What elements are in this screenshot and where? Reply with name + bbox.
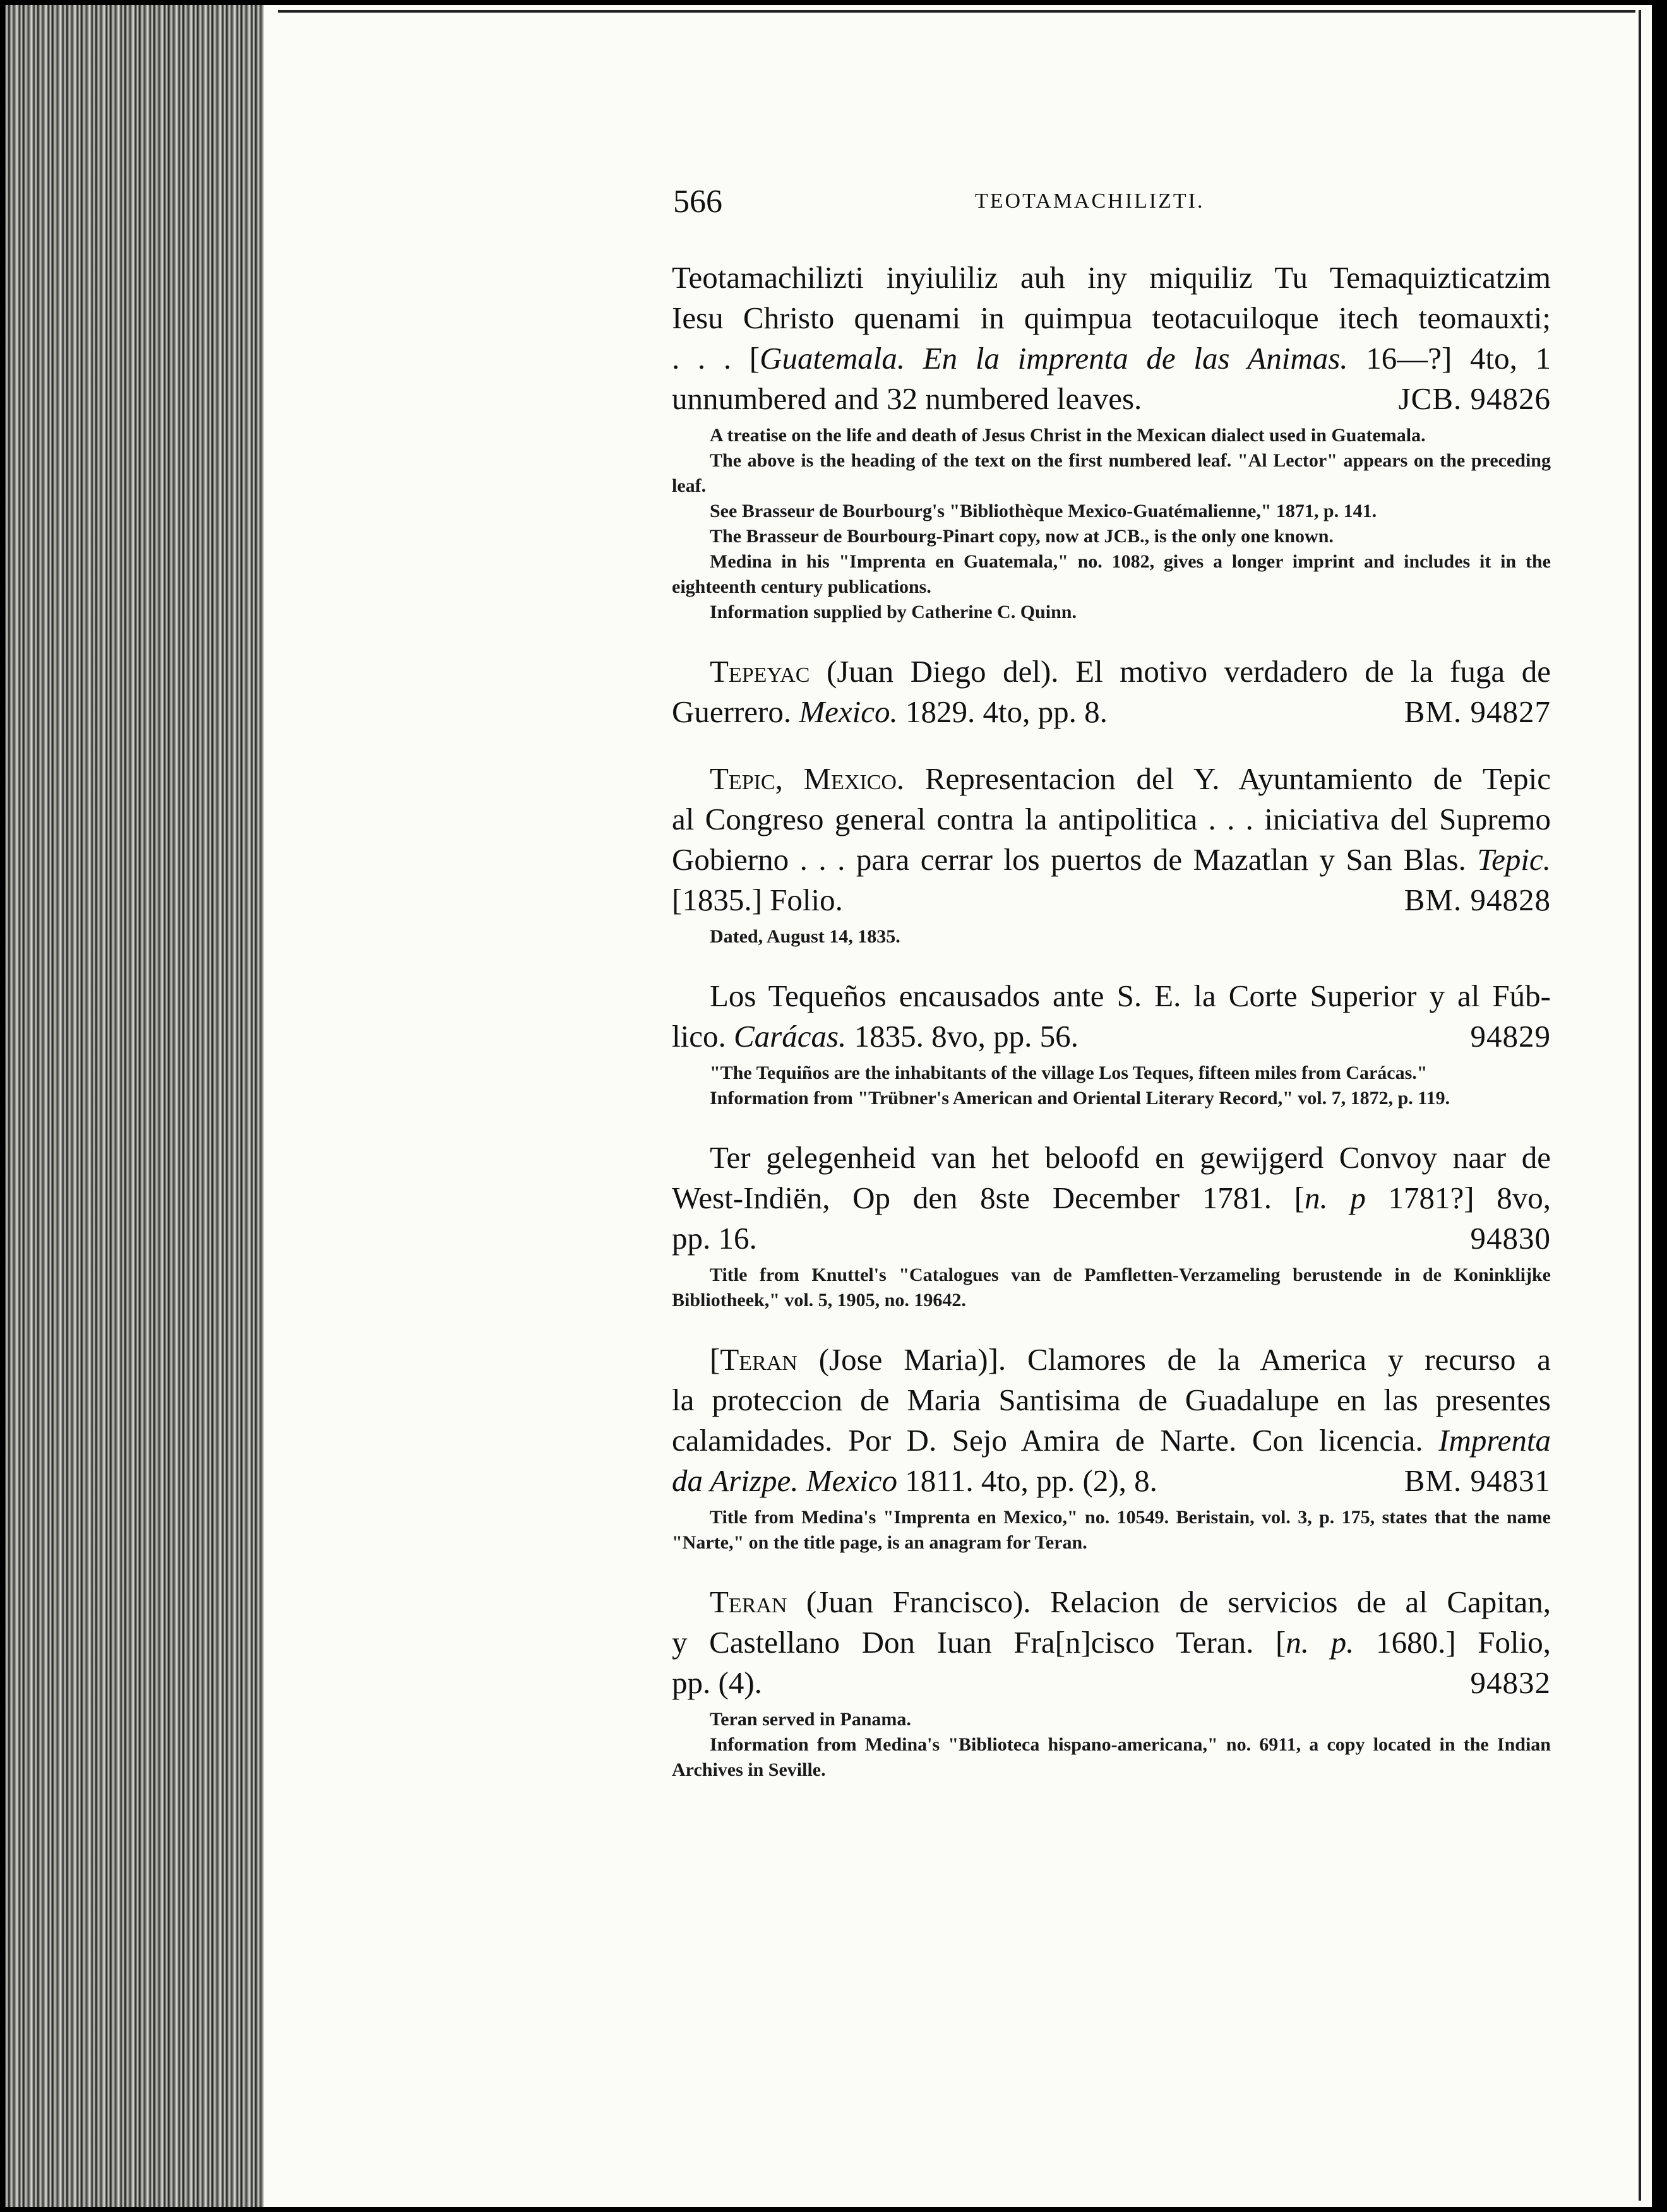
entry-title: [Teran (Jose Maria)]. Clamores de la America y recurso a la proteccion de Maria Santisima de Guadalupe en las presentes calamidades. Por D. Sejo Amira de Narte. Con licencia. Imprenta da Arizpe. Mexico 1811. 4to, pp. (2), 8. BM. 94831 — [672, 1340, 1551, 1501]
book-page-edges — [5, 5, 267, 2207]
entry-title: Ter gelegenheid van het beloofd en gewijgerd Convoy naar de West-Indiën, Op den 8ste December 1781. [n. p 1781?] 8vo, pp. 16. 94830 — [672, 1138, 1551, 1259]
entry-94828 — [672, 759, 1551, 949]
entry-notes: Teran served in Panama. Information from Medina's "Biblioteca hispano-americana," no. 6911, a copy located in the Indian Archives in Seville. — [672, 1709, 1551, 1780]
reference-number: 94832 — [1470, 1665, 1551, 1700]
page-content — [672, 183, 1551, 1783]
entry-94829 — [672, 976, 1551, 1111]
entry-94832 — [672, 1582, 1551, 1783]
reference-number: JCB. 94826 — [1398, 381, 1551, 416]
reference-number: 94829 — [1470, 1019, 1551, 1054]
running-title: TEOTAMACHILIZTI. — [975, 189, 1205, 213]
reference-number: 94830 — [1470, 1221, 1551, 1256]
reference-number: BM. 94828 — [1404, 883, 1551, 917]
entry-notes: Title from Knuttel's "Catalogues van de Pamfletten-Verzameling berustende in de Koninklijke Bibliotheek," vol. 5, 1905, no. 19642. — [672, 1264, 1551, 1311]
entry-notes: Dated, August 14, 1835. — [710, 926, 900, 947]
entry-title: Tepeyac (Juan Diego del). El motivo verdadero de la fuga de Guerrero. Mexico. 1829. 4to, pp. 8. BM. 94827 — [672, 651, 1551, 732]
entry-94831 — [672, 1340, 1551, 1555]
page-number: 566 — [673, 184, 722, 220]
entry-94826 — [672, 258, 1551, 625]
reference-number: BM. 94831 — [1404, 1463, 1551, 1498]
entry-title: Teotamachilizti inyiuliliz auh iny miquiliz Tu Temaquizticatzim Iesu Christo quenami in quimpua teotacuiloque itech teomauxti; . . . [Guatemala. En la imprenta de las Animas. 16—?] 4to, 1 unnumbered and 32 numbered leaves. JCB. 94826 — [672, 258, 1551, 419]
entry-title: Tepic, Mexico. Representacion del Y. Ayuntamiento de Tepic al Congreso general contra la antipolitica . . . iniciativa del Supremo Gobierno . . . para cerrar los puertos de Mazatlan y San Blas. Tepic. [1835.] Folio. BM. 94828 — [672, 759, 1551, 920]
entry-94830 — [672, 1138, 1551, 1313]
page-border-top — [278, 10, 1635, 13]
page-border-right — [1639, 10, 1641, 2201]
reference-number: BM. 94827 — [1404, 694, 1551, 729]
entry-notes: A treatise on the life and death of Jesus Christ in the Mexican dialect used in Guatemala. The above is the heading of the text on the first numbered leaf. "Al Lector" appears on the preceding leaf. See Brasseur de Bourbourg's "Bibliothèque Mexico-Guatémalienne," 1871, p. 141. The Brasseur de Bourbourg-Pinart copy, now at JCB., is the only one known. Medina in his "Imprenta en Guatemala," no. 1082, gives a longer imprint and includes it in the eighteenth century publications. Information supplied by Catherine C. Quinn. — [672, 425, 1551, 622]
entry-title: Teran (Juan Francisco). Relacion de servicios de al Capitan, y Castellano Don Iuan Fra[n]cisco Teran. [n. p. 1680.] Folio, pp. (4). 94832 — [672, 1582, 1551, 1703]
running-head — [672, 183, 1551, 227]
entry-notes: "The Tequiños are the inhabitants of the village Los Teques, fifteen miles from Carácas." Information from "Trübner's American and Oriental Literary Record," vol. 7, 1872, p. 119. — [710, 1062, 1450, 1109]
entry-notes: Title from Medina's "Imprenta en Mexico," no. 10549. Beristain, vol. 3, p. 175, states that the name "Narte," on the title page, is an anagram for Teran. — [672, 1507, 1551, 1553]
entry-94827 — [672, 651, 1551, 732]
entry-title: Los Tequeños encausados ante S. E. la Corte Superior y al Fúb- lico. Carácas. 1835. 8vo, pp. 56. 94829 — [672, 976, 1551, 1057]
